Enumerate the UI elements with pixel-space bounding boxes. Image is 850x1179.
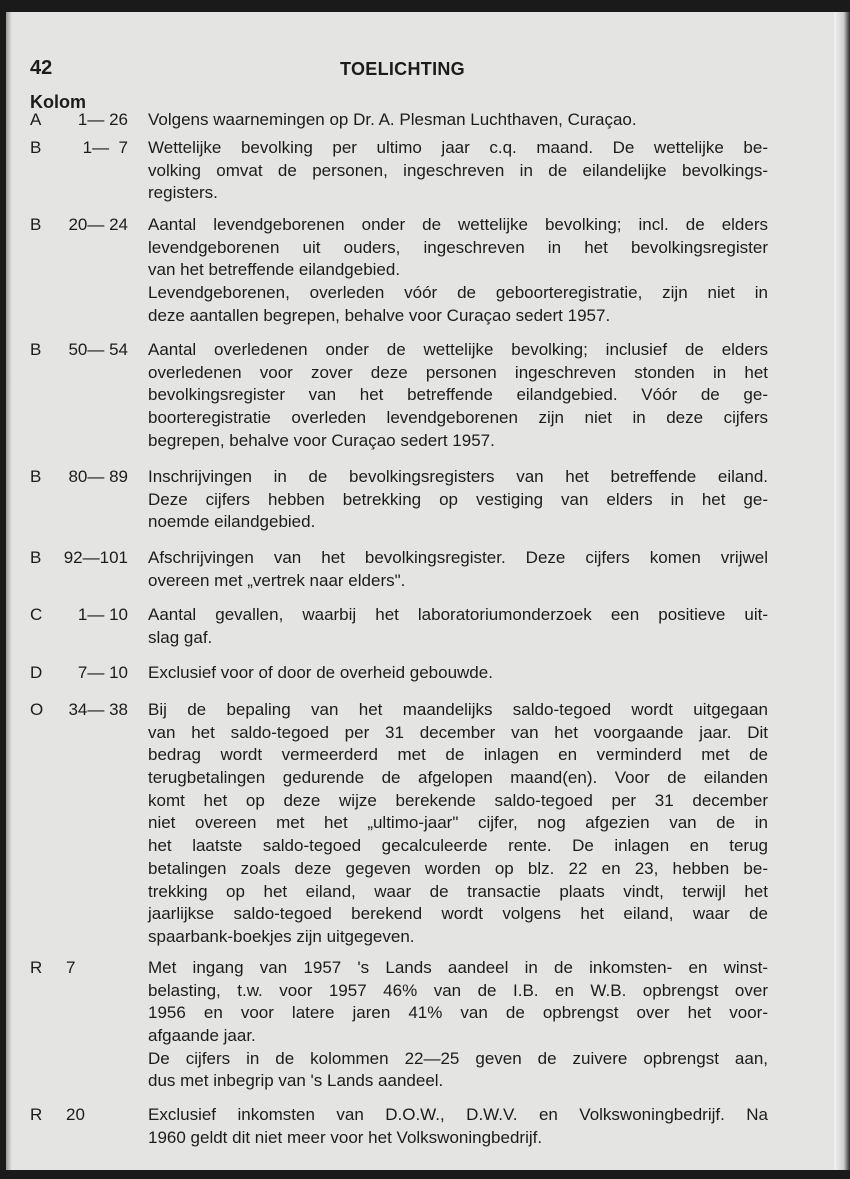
note-table-code: R (30, 1105, 43, 1124)
text-line: slag gaf. (148, 627, 213, 647)
text-line: overledenen voor zover deze personen ingeschreven stonden in het (148, 362, 768, 382)
text-line: Aantal levendgeborenen onder de wettelijke bevolking; incl. de elders (148, 215, 768, 234)
note-column-range: 80— 89 (68, 467, 128, 486)
text-line: registers. (148, 183, 218, 203)
note-column-range: 34— 38 (68, 700, 128, 719)
text-line: afgaande jaar. (148, 1026, 256, 1046)
text-line: jaarlijkse saldo-tegoed berekend wordt volgens het eiland, waar de (148, 904, 768, 924)
note-text (148, 957, 768, 1093)
note-text (148, 699, 768, 949)
note-column-range: 7— 10 (77, 663, 128, 682)
text-line: dus met inbegrip van 's Lands aandeel. (148, 1071, 444, 1091)
note-text (148, 109, 768, 132)
text-line: het laatste saldo-tegoed gecalculeerde rente. De inlagen en terug (148, 836, 768, 856)
text-line: Wettelijke bevolking per ultimo jaar c.q. maand. De wettelijke be- (148, 138, 768, 157)
note-table-code: D (30, 663, 43, 682)
text-line: niet overeen met het „ultimo-jaar" cijfer, nog afgezien van de in (148, 813, 768, 833)
text-line: betalingen zoals deze gegeven worden op blz. 22 en 23, hebben be- (148, 858, 768, 878)
note-text (148, 604, 768, 649)
text-line: noemde eilandgebied. (148, 512, 316, 532)
text-line: begrepen, behalve voor Curaçao sedert 1957. (148, 430, 495, 450)
page-number: 42 (30, 57, 53, 79)
note-column-range: 1— 7 (82, 138, 128, 157)
text-line: Levendgeborenen, overleden vóór de geboorteregistratie, zijn niet in (148, 283, 768, 303)
note-text (148, 339, 768, 452)
text-line: 1960 geldt dit niet meer voor het Volkswoningbedrijf. (148, 1127, 543, 1147)
note-table-code: B (30, 467, 42, 486)
note-column-range: 50— 54 (68, 340, 128, 359)
text-line: volking omvat de personen, ingeschreven in de eilandelijke bevolkings- (148, 160, 768, 180)
text-line: Exclusief inkomsten van D.O.W., D.W.V. en Volkswoningbedrijf. Na (148, 1105, 768, 1124)
text-line: Aantal gevallen, waarbij het laboratoriumonderzoek een positieve uit- (148, 605, 768, 624)
text-line: Deze cijfers hebben betrekking op vestiging van elders in het ge- (148, 489, 768, 509)
note-table-code: B (30, 340, 42, 359)
text-line: boorteregistratie overleden levendgeborenen zijn niet in deze cijfers (148, 408, 768, 428)
note-text (148, 137, 768, 205)
note-column-range: 20— 24 (68, 215, 128, 234)
text-line: De cijfers in de kolommen 22—25 geven de zuivere opbrengst aan, (148, 1048, 768, 1068)
text-line: levendgeborenen uit ouders, ingeschreven in het bevolkingsregister (148, 237, 768, 257)
note-text (148, 547, 768, 592)
text-line: Volgens waarnemingen op Dr. A. Plesman Luchthaven, Curaçao. (148, 110, 637, 129)
text-line: Inschrijvingen in de bevolkingsregisters van het betreffende eiland. (148, 467, 768, 486)
text-line: Bij de bepaling van het maandelijks saldo-tegoed wordt uitgegaan (148, 700, 768, 719)
text-line: terugbetalingen gedurende de afgelopen maand(en). Voor de eilanden (148, 768, 768, 788)
text-line: 1956 en voor latere jaren 41% van de opbrengst over het voor- (148, 1003, 768, 1023)
text-line: van het betreffende eilandgebied. (148, 260, 401, 280)
note-table-code: B (30, 215, 42, 234)
note-table-code: O (30, 700, 44, 719)
note-table-code: A (30, 110, 42, 129)
text-line: belasting, t.w. voor 1957 46% van de I.B. en W.B. opbrengst over (148, 980, 768, 1000)
page-title: TOELICHTING (340, 59, 465, 79)
note-text (148, 214, 768, 327)
note-column-range: 20 (66, 1105, 85, 1124)
text-line: bedrag wordt vermeerderd met de inlagen en verminderd met de (148, 745, 768, 765)
note-table-code: R (30, 958, 43, 977)
note-text (148, 1104, 768, 1149)
note-column-range: 1— 10 (77, 605, 128, 624)
text-line: Afschrijvingen van het bevolkingsregister. Deze cijfers komen vrijwel (148, 548, 768, 567)
note-table-code: C (30, 605, 43, 624)
note-table-code: B (30, 548, 42, 567)
text-line: deze aantallen begrepen, behalve voor Curaçao sedert 1957. (148, 305, 611, 325)
note-table-code: B (30, 138, 42, 157)
column-heading: Kolom (30, 92, 86, 112)
note-column-range: 1— 26 (77, 110, 128, 129)
page-edge (834, 12, 850, 1170)
text-line: Aantal overledenen onder de wettelijke bevolking; inclusief de elders (148, 340, 768, 359)
text-line: komt het op deze wijze berekende saldo-tegoed per 31 december (148, 790, 768, 810)
text-line: overeen met „vertrek naar elders". (148, 570, 406, 590)
text-line: Met ingang van 1957 's Lands aandeel in de inkomsten- en winst- (148, 958, 768, 977)
note-column-range: 7 (66, 958, 76, 977)
text-line: trekking op het eiland, waar de transactie plaats vindt, terwijl het (148, 881, 768, 901)
document-page (6, 12, 834, 1170)
text-line: bevolkingsregister van het betreffende eilandgebied. Vóór de ge- (148, 385, 768, 405)
note-text (148, 662, 768, 685)
text-line: Exclusief voor of door de overheid gebouwde. (148, 663, 493, 682)
note-text (148, 466, 768, 534)
note-column-range: 92—101 (63, 548, 128, 567)
text-line: spaarbank-boekjes zijn uitgegeven. (148, 926, 415, 946)
text-line: van het saldo-tegoed per 31 december van het voorgaande jaar. Dit (148, 722, 768, 742)
